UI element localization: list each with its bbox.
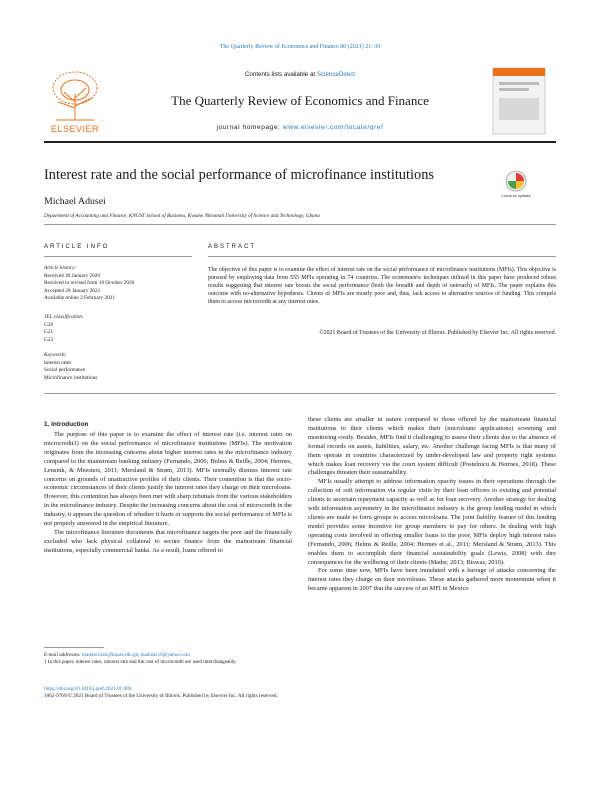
article-history	[44, 265, 192, 303]
keyword: Interest rates	[44, 359, 72, 366]
abstract-text: The objective of this paper is to examine the effect of interest rate on the social performance of microfinance institutions (MFIs). This objective is pursued by employing data from 555 MFIs operating in 74 countries. The econometric techniques utilized in this paper have produced robust results suggesting that interest rate boosts the social performance (both the breadth and depth of outreach) of MFIs. The paper explains this outcome with no-alternative hypothesis. Clients of MFIs are mostly poor and, thus, lack access to alternative sources of funding. This compels them to access microcredit at any interest rates.	[208, 267, 556, 306]
crossmark-icon[interactable]	[503, 170, 529, 202]
body-rule	[44, 393, 556, 394]
crossmark-label: Check for updates	[501, 194, 531, 198]
body-paragraph: MFIs usually attempt to address information opacity issues in their operations through the collection of soft information via regular visits by their loan officers to existing and potential clients to ascertain repayment capacity as well as for loan recovery. Another strategy for dealing with information asymmetry in the microfinance industry is the group lending model in which clients are made to form groups to access microloans. The joint liability feature of this lending model provides some incentive for group members to pay for others. In dealing with high operating costs involved in offering smaller loans to the poor, MFIs deploy high interest rates (Fernando, 2006; Helms & Reille, 2004; Hermes et al., 2011; Mersland & Strøm, 2013). This enables them to accomplish their financial sustainability goals (Lewis, 2008) with dire consequences for the wellbeing of their clients (Mader, 2013; Biswas, 2010).	[308, 478, 556, 566]
keyword: Microfinance institutions	[44, 374, 98, 381]
homepage-line	[110, 124, 490, 131]
email-links[interactable]: madusei.ksb@knust.edu.gh, madusei10@yahoo.com	[82, 652, 190, 658]
elsevier-wordmark: ELSEVIER	[50, 124, 100, 134]
journal-cover-thumbnail	[485, 68, 553, 134]
affiliation-rule	[44, 224, 556, 225]
body-paragraph: The microfinance literature documents that microfinance targets the poor and the financially excluded who lack physical collateral to secure finance from the mainstream financial institutions, especially commercial banks. As a result, loans offered to	[44, 528, 292, 554]
section-heading-introduction: 1. Introduction	[44, 421, 89, 428]
contents-prefix: Contents lists available at	[244, 71, 317, 78]
page-footer	[44, 686, 556, 700]
history-revised: Received in revised form 18 October 2020	[44, 280, 135, 286]
elsevier-tree-logo	[44, 68, 106, 130]
footnotes	[44, 652, 292, 666]
article-info-heading: ARTICLE INFO	[44, 244, 110, 250]
history-online: Available online 2 February 2021	[44, 295, 116, 301]
author-name: Michael Adusei	[44, 196, 106, 207]
history-received: Received 30 January 2020	[44, 272, 101, 279]
email-footnote	[44, 652, 292, 659]
homepage-label: journal homepage:	[216, 124, 283, 131]
jel-code: G20	[44, 321, 54, 328]
abstract-heading: ABSTRACT	[208, 244, 257, 250]
abstract-copyright: ©2021 Board of Trustees of the University of Illinois. Published by Elsevier Inc. All rights reserved.	[319, 330, 556, 336]
journal-title: The Quarterly Review of Economics and Finance	[171, 93, 429, 108]
running-head[interactable]: The Quarterly Review of Economics and Finance 80 (2021) 21–30	[219, 44, 381, 50]
email-label: E-mail addresses:	[44, 652, 83, 658]
keywords-label: Keywords:	[44, 352, 67, 358]
header-rule	[44, 141, 556, 143]
doi-link[interactable]: https://doi.org/10.1016/j.qref.2021.01.009	[44, 686, 132, 692]
footnote-1: 1 In this paper, interest rates, interest rate and the cost of microcredit are used interchangeably.	[44, 659, 237, 665]
author-affiliation: Department of Accounting and Finance, KNUST School of Business, Kwame Nkrumah University of Science and Technology, Ghana	[44, 213, 320, 219]
issn-line: 1062-9769/© 2021 Board of Trustees of the University of Illinois. Published by Elsevier Inc. All rights reserved.	[44, 693, 278, 699]
homepage-link[interactable]: www.elsevier.com/locate/qref	[282, 124, 384, 131]
body-paragraph: these clients are smaller in nature compared to those offered by the mainstream financial institutions to their clients which makes their (microloans applications) screening and monitoring costly. Besides, MFIs find it challenging to assess their clients due to the absence of formal records on assets, liabilities, salary, etc. Another challenge facing MFIs is that many of them operate in countries characterized by under-developed law and property right systems which makes loan recovery via the court system difficult (Postelnicu & Hermes, 2018). These challenges threaten their sustainability.	[308, 416, 556, 477]
abstract-rule	[208, 256, 556, 257]
jel-code: G23	[44, 336, 54, 343]
body-paragraph: For some time now, MFIs have been inundated with a barrage of attacks concerning the interest rates they charge on their microloans. These attacks gathered more momentum when it became apparent in 2007 that the success of an MFI in Mexico	[308, 567, 556, 593]
jel-classification	[44, 314, 192, 344]
keywords	[44, 352, 192, 382]
footnote-rule	[44, 647, 104, 648]
contents-line	[110, 71, 490, 78]
sciencedirect-link[interactable]: ScienceDirect	[316, 71, 356, 78]
left-column	[44, 431, 292, 556]
info-rule	[44, 256, 192, 257]
article-title: Interest rate and the social performance of microfinance institutions	[44, 167, 434, 183]
body-paragraph: The purpose of this paper is to examine the effect of interest rate (i.e. interest rates on microcredit1) on the social performance of microfinance institutions (MFIs). The motivation originates from the increasing concerns about higher interest rates in the microfinance industry compared to the mainstream banking industry (Fernando, 2006; Helms & Reille, 2004; Hermes, Lensink, & Meesters, 2011; Mersland & Strøm, 2013). MFIs normally dismiss interest rate concerns on grounds of unattractive profiles of their clients. Their contention is that the socio-economic circumstances of their clients justify the interest rates they charge on their microloans. However, this contention has always been met with sharp rebuttals from the various stakeholders in the microfinance industry. Despite the increasing concerns about the cost of microcredit in the industry, it appears the question of whether it hurts or supports the social performance of MFIs is not properly answered in the empirical literature.	[44, 431, 292, 528]
history-accepted: Accepted 28 January 2021	[44, 287, 101, 294]
jel-code: G21	[44, 329, 54, 335]
keyword: Social performance	[44, 367, 86, 373]
jel-label: JEL classification:	[44, 314, 84, 320]
history-label: Article history:	[44, 265, 77, 271]
right-column	[308, 416, 556, 594]
